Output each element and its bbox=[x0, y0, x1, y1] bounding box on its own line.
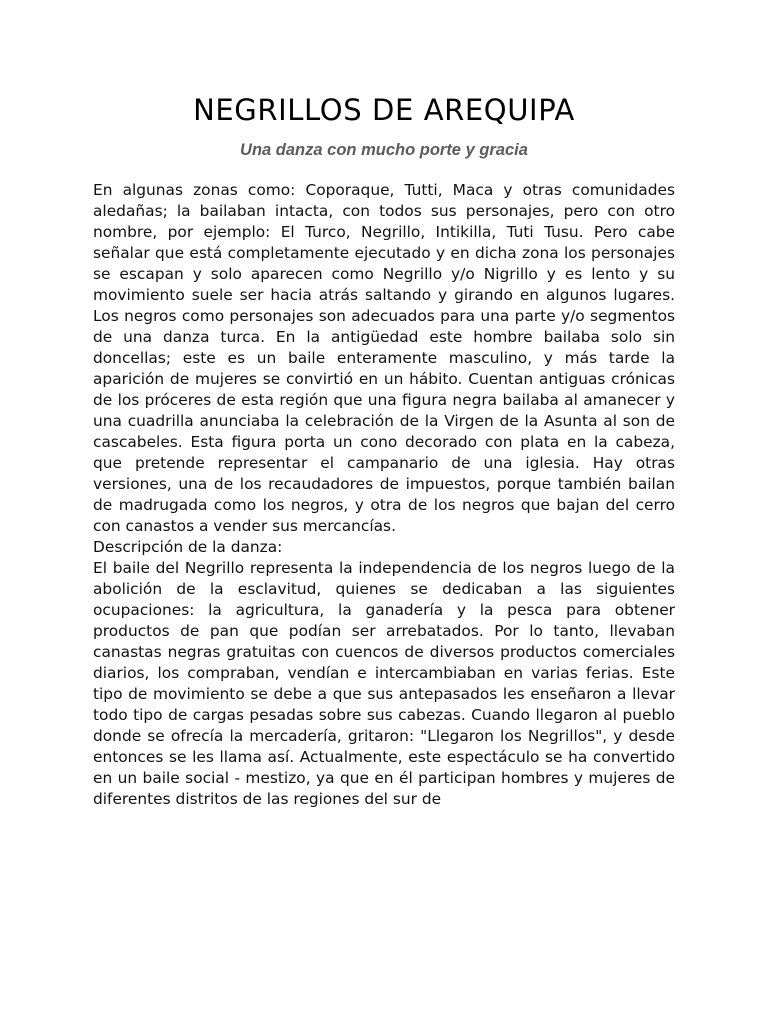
document-page bbox=[93, 88, 675, 810]
document-body bbox=[93, 180, 675, 810]
body-paragraph: En algunas zonas como: Coporaque, Tutti, Maca y otras comunidades aledañas; la bailaban intacta, con todos sus personajes, pero con otro nombre, por ejemplo: El Turco, Negrillo, Intikilla, Tuti Tusu. Pero cabe señalar que está completamente ejecutado y en dicha zona los personajes se escapan y solo aparecen como Negrillo y/o Nigrillo y es lento y su movimiento suele ser hacia atrás saltando y girando en algunos lugares. Los negros como personajes son adecuados para una parte y/o segmentos de una danza turca. En la antigüedad este hombre bailaba solo sin doncellas; este es un baile enteramente masculino, y más tarde la aparición de mujeres se convirtió en un hábito. Cuentan antiguas crónicas de los próceres de esta región que una figura negra bailaba al amanecer y una cuadrilla anunciaba la celebración de la Virgen de la Asunta al son de cascabeles. Esta figura porta un cono decorado con plata en la cabeza, que pretende representar el campanario de una iglesia. Hay otras versiones, una de los recaudadores de impuestos, porque también bailan de madrugada como los negros, y otra de los negros que bajan del cerro con canastos a vender sus mercancías. bbox=[93, 181, 675, 535]
document-subtitle: Una danza con mucho porte y gracia bbox=[240, 141, 528, 159]
document-title: NEGRILLOS DE AREQUIPA bbox=[193, 93, 575, 127]
body-paragraph: El baile del Negrillo representa la independencia de los negros luego de la abolición de la esclavitud, quienes se dedicaban a las siguientes ocupaciones: la agricultura, la ganadería y la pesca para obtener productos de pan que podían ser arrebatados. Por lo tanto, llevaban canastas negras gratuitas con cuencos de diversos productos comerciales diarios, los compraban, vendían e intercambiaban en varias ferias. Este tipo de movimiento se debe a que sus antepasados les enseñaron a llevar todo tipo de cargas pesadas sobre sus cabezas. Cuando llegaron al pueblo donde se ofrecía la mercadería, gritaron: "Llegaron los Negrillos", y desde entonces se les llama así. Actualmente, este espectáculo se ha convertido en un baile social - mestizo, ya que en él participan hombres y mujeres de diferentes distritos de las regiones del sur de bbox=[93, 559, 675, 808]
section-heading: Descripción de la danza: bbox=[93, 538, 283, 556]
